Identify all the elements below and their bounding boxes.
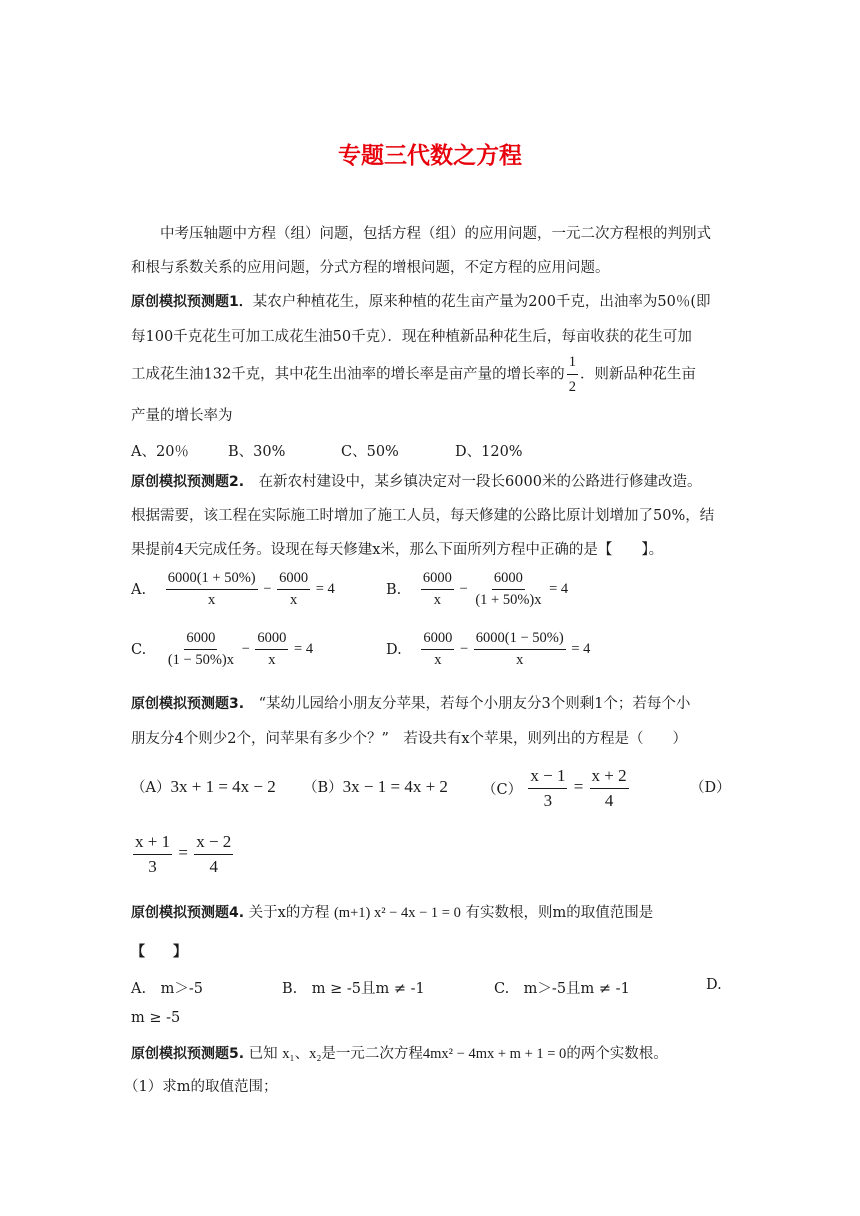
question-1-text-3b: ．则新品种花生亩 [579,366,696,383]
question-2-line-2: 根据需要，该工程在实际施工时增加了施工人员，每天修建的公路比原计划增加了50%，结 [131,508,715,524]
fraction [421,630,454,669]
question-1-fraction [567,352,578,397]
fraction-numerator: 6000 [421,570,454,590]
option-c-equation [522,766,631,810]
question-1-option-a: A、20％ [131,444,189,460]
question-2-line-1 [131,472,701,492]
fraction-denominator [166,650,236,669]
equals-rhs: = 4 [294,640,314,657]
fraction [255,630,288,669]
question-2-option-d [386,630,590,669]
question-4-option-a: A. m＞-5 [131,981,203,997]
question-5-text-b: 是一元二次方程 [321,1046,423,1062]
equals-rhs: = 4 [549,580,569,597]
fraction-numerator: 6000 [184,630,217,650]
fraction [474,630,566,669]
fraction-numerator: 6000 [492,570,525,590]
equals-rhs: = 4 [571,640,591,657]
fraction-denominator: 2 [568,379,576,395]
option-d-equation [416,630,591,668]
question-1-text-1: 某农户种植花生，原来种植的花生亩产量为200千克，出油率为50％(即 [252,294,711,310]
fraction-denominator: 3 [543,791,553,810]
question-2-line-3: 果提前4天完成任务。设现在每天修建x米，那么下面所列方程中正确的是【 】。 [131,542,664,558]
question-1-option-d: D、120% [455,444,523,460]
question-5-subquestion-1: （1）求m的取值范围； [124,1079,278,1095]
question-3-option-d-equation [131,832,235,877]
numerator-value: 6000 [475,630,505,646]
equals-sign: = [178,843,188,863]
fraction-denominator: x [289,592,298,608]
intro-line-1: 中考压轴题中方程（组）问题，包括方程（组）的应用问题，一元二次方程根的判别式 [160,226,711,242]
question-3-line-2: 朋友分4个则少2个，问苹果有多少个？” 若设共有x个苹果，则列出的方程是（ ） [131,731,688,747]
minus-sign: − [263,580,272,597]
question-4-option-b: B. m ≥ -5且m ≠ -1 [282,981,425,997]
question-1-line-2: 每100千克花生可加工成花生油50千克）．现在种植新品种花生后，每亩收获的花生可加 [131,329,692,345]
question-2-option-c [131,630,313,669]
fraction [166,570,258,609]
question-5-line-1 [131,1044,668,1064]
option-a-equation: 3x + 1 = 4x − 2 [170,777,276,796]
fraction-numerator: x − 1 [528,766,567,789]
question-4-option-c: C. m＞-5且m ≠ -1 [494,981,630,997]
minus-sign: − [459,580,468,597]
question-1-label: 原创模拟预测题1． [131,294,253,310]
equals-sign: = [573,777,584,797]
denominator-factor: (1 − 50%) [167,652,227,668]
fraction-numerator: 6000 [277,570,310,590]
option-label: C. [131,641,147,658]
fraction-denominator: 4 [209,857,218,876]
option-c-equation [160,630,314,668]
fraction [528,766,567,811]
question-3-line-1 [131,694,690,714]
fraction-denominator: x [434,652,442,668]
option-label: （C） [482,782,523,798]
question-1-text-3a: 工成花生油132千克，其中花生出油率的增长率是亩产量的增长率的 [131,366,565,383]
fraction [473,570,543,609]
page-title: 专题三代数之方程 [338,143,522,169]
fraction-denominator: 4 [604,791,614,810]
fraction-numerator: 6000 [421,630,454,650]
denominator-factor: (1 + 50%) [475,592,535,608]
fraction [194,832,233,877]
question-1-line-4: 产量的增长率为 [131,408,233,424]
option-a-equation [160,570,335,608]
option-b-equation [415,570,569,608]
question-3-text-1: “某幼儿园给小朋友分苹果，若每个小朋友分3个则剩1个；若每个小 [258,696,691,712]
question-2-option-b [386,570,568,609]
option-label: A. [131,581,147,598]
fraction [421,570,454,609]
option-label: （B） [303,780,343,796]
option-label: （A） [131,780,171,796]
question-2-label: 原创模拟预测题2. [131,474,245,490]
question-3-option-d: （D） [690,780,731,796]
numerator-factor: (1 + 50%) [196,570,256,586]
denominator-variable: x [534,592,542,608]
fraction [166,630,236,669]
question-5-roots: x₁、x₂ [282,1046,322,1062]
question-4-text-b: 有实数根，则m的取值范围是 [465,905,654,921]
question-4-answer-bracket: 【 】 [131,944,187,960]
intro-line-2: 和根与系数关系的应用问题，分式方程的增根问题，不定方程的应用问题。 [131,260,610,276]
fraction-denominator: x [268,652,276,668]
question-4-equation: (m+1) x² − 4x − 1 = 0 [333,905,461,921]
question-1-option-c: C、50% [341,444,399,460]
question-4-option-d: D. [706,977,722,993]
question-5-text-a: 已知 [248,1046,278,1062]
question-3-option-a [131,776,276,797]
option-b-equation: 3x − 1 = 4x + 2 [342,777,448,796]
question-4-option-d-text: m ≥ -5 [131,1010,181,1026]
option-d-equation [131,832,235,876]
question-5-text-c: 的两个实数根。 [566,1046,668,1062]
fraction-denominator: x [208,592,216,608]
question-4-label: 原创模拟预测题4. [131,905,245,921]
fraction-numerator: x + 1 [133,832,172,855]
option-label: B. [386,581,402,598]
question-2-text-1: 在新农村建设中，某乡镇决定对一段长6000米的公路进行修建改造。 [258,474,702,490]
question-4-text-a: 关于x的方程 [248,905,330,921]
numerator-factor: (1 − 50%) [504,630,564,646]
question-2-option-a [131,570,335,609]
question-1-option-b: B、30% [228,444,286,460]
question-5-equation: 4mx² − 4mx + m + 1 = 0 [422,1046,567,1062]
fraction-denominator: 3 [148,857,157,876]
denominator-variable: x [226,652,234,668]
option-label: D. [386,641,402,658]
question-3-label: 原创模拟预测题3. [131,696,245,712]
question-4-line-1 [131,903,653,923]
fraction-numerator: x − 2 [194,832,233,855]
fraction-numerator: 1 [567,352,578,375]
fraction-denominator [473,590,543,609]
question-3-option-c [482,766,631,811]
question-5-label: 原创模拟预测题5. [131,1046,245,1062]
fraction-denominator: x [433,592,442,608]
fraction-numerator: x + 2 [590,766,629,789]
question-1-line-1 [131,292,711,312]
fraction-numerator: 6000 [255,630,288,650]
minus-sign: − [459,640,469,657]
minus-sign: − [241,640,250,657]
fraction-numerator [474,630,566,650]
fraction [277,570,310,609]
equals-rhs: = 4 [315,580,335,597]
fraction [133,832,172,877]
question-1-line-3 [131,352,696,397]
numerator-value: 6000 [167,570,197,586]
fraction [590,766,629,811]
question-3-option-b [303,776,448,797]
fraction-numerator [166,570,258,590]
fraction-denominator: x [516,652,524,668]
